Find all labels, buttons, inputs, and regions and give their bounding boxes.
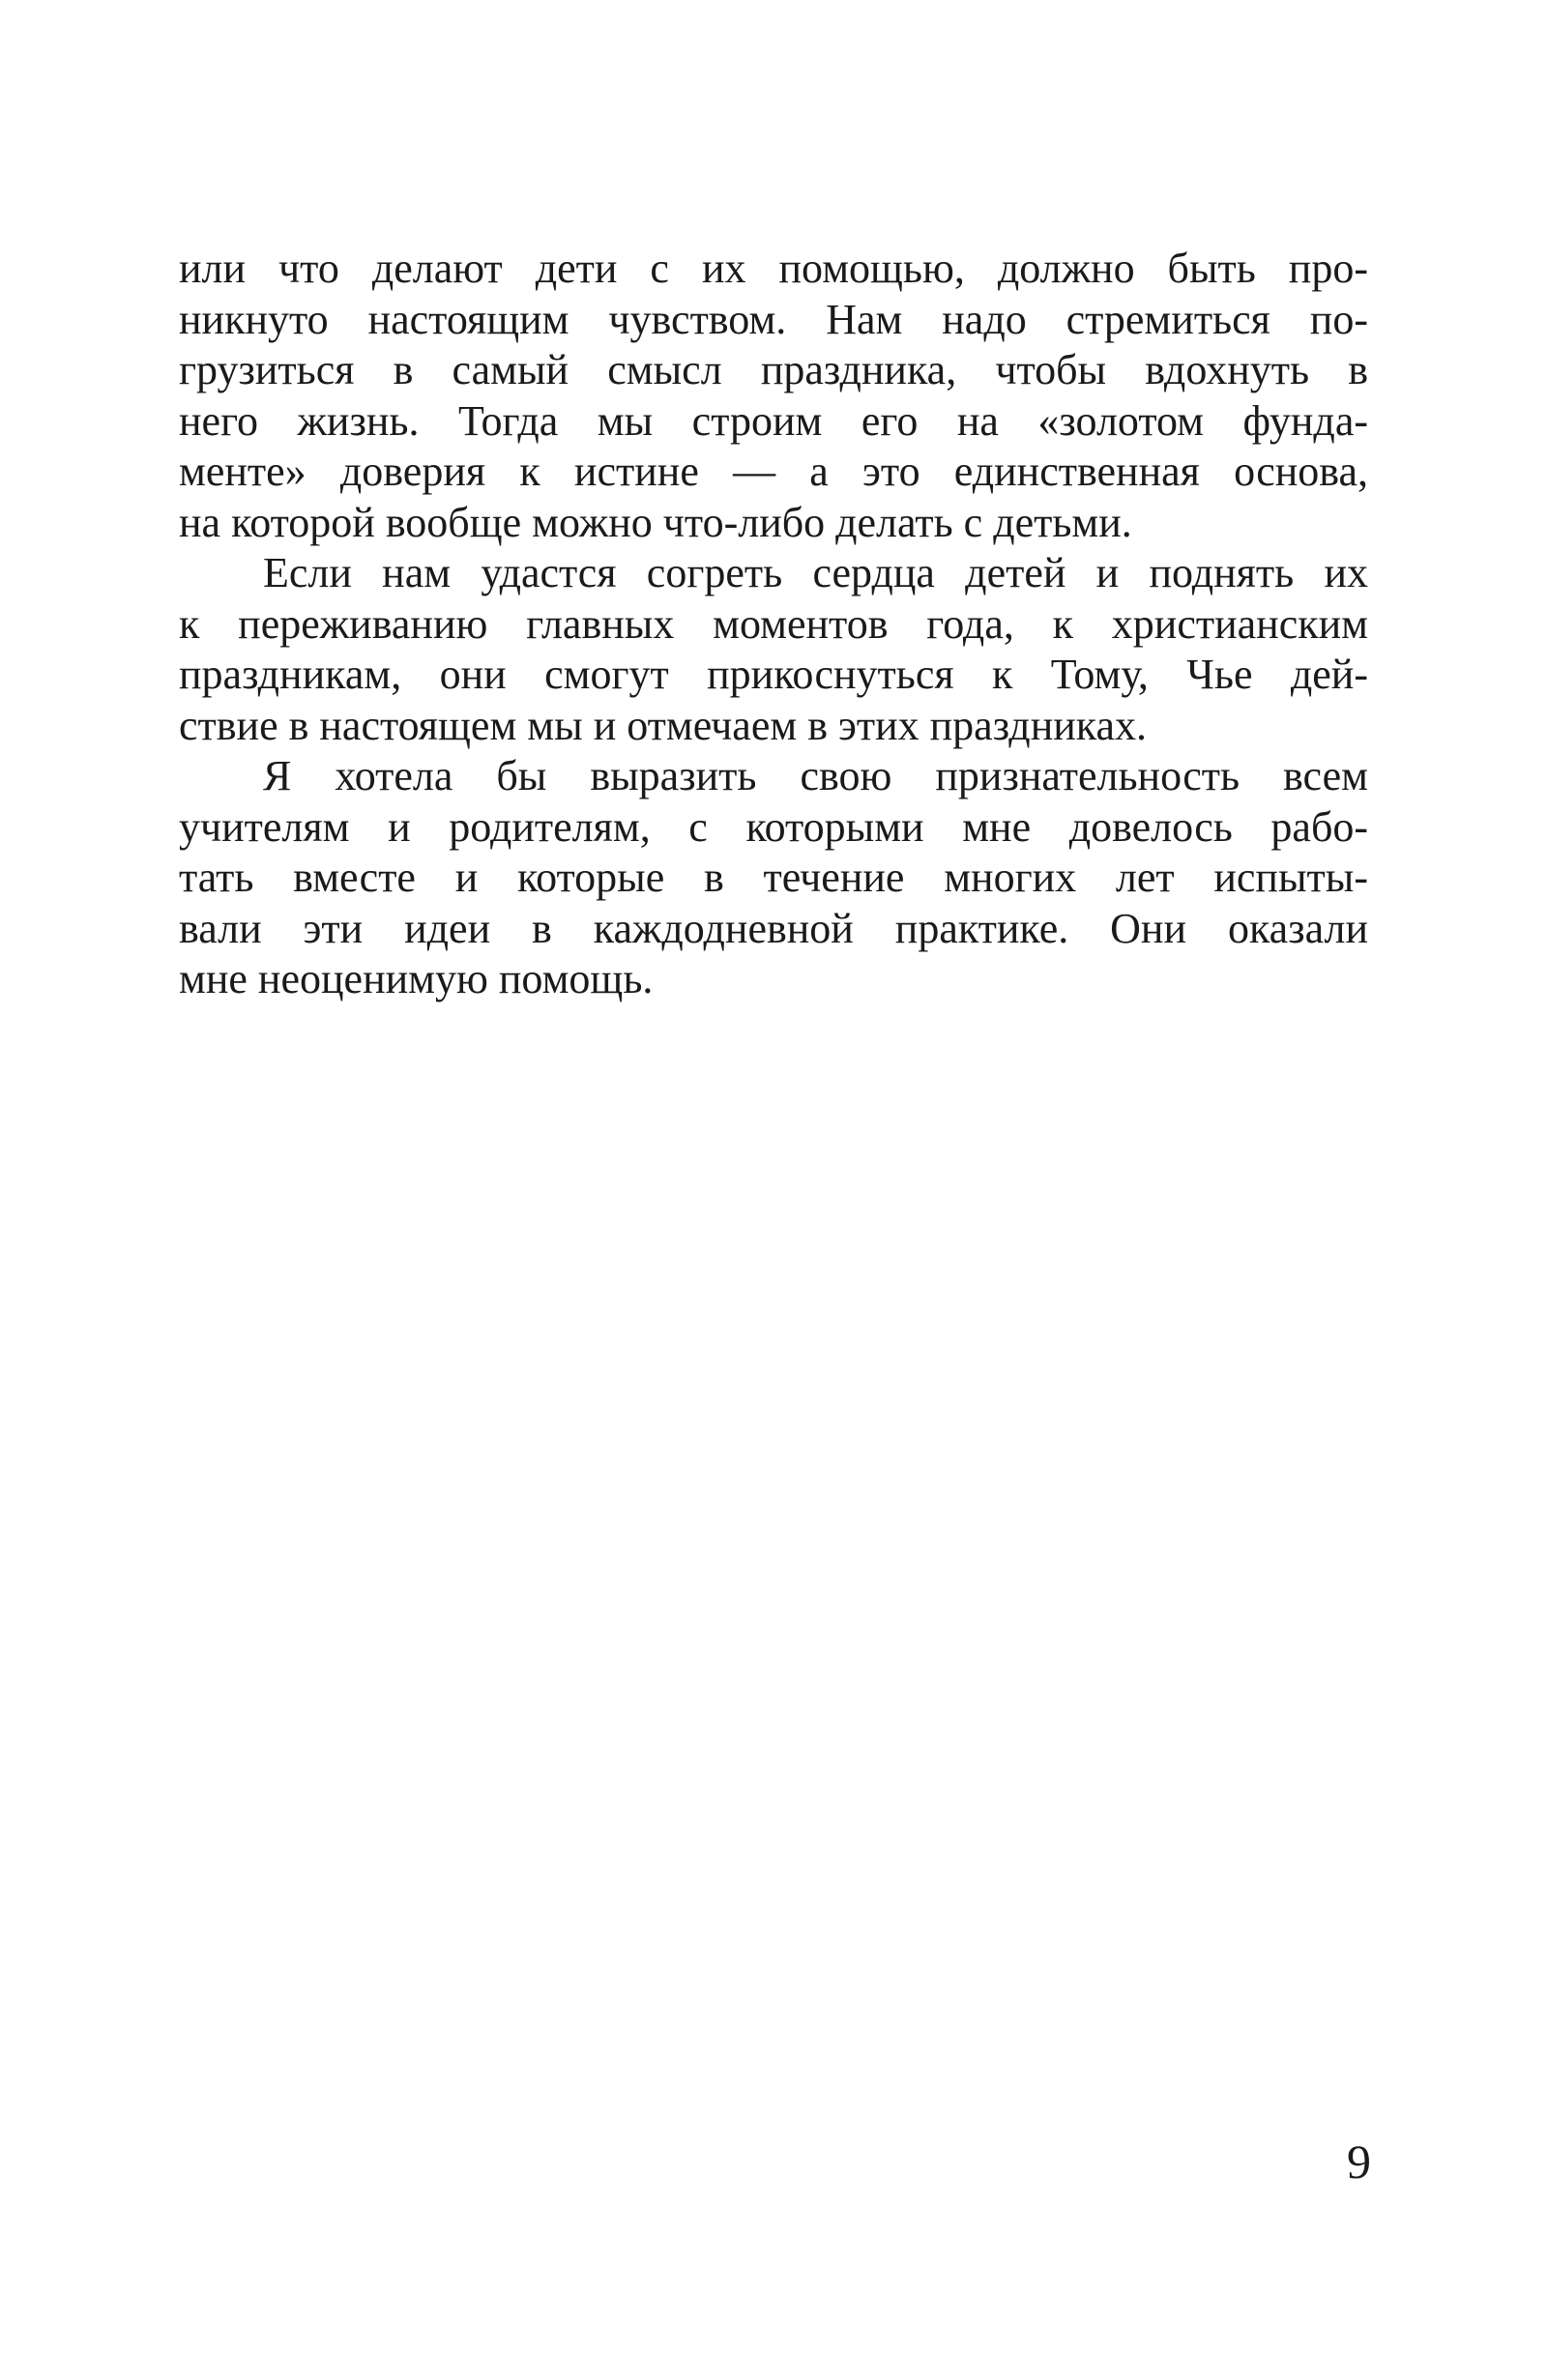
body-text <box>179 244 1368 1005</box>
paragraph-2 <box>179 548 1368 751</box>
text-line: него жизнь. Тогда мы строим его на «золотом фунда- <box>179 396 1368 445</box>
text-line: менте» доверия к истине — а это единственная основа, <box>179 448 1368 495</box>
paragraph-1 <box>179 244 1368 548</box>
text-line: Если нам удастся согреть сердца детей и поднять их <box>263 549 1368 596</box>
text-line: вали эти идеи в каждодневной практике. Они оказали <box>179 904 1368 952</box>
text-line: к переживанию главных моментов года, к христианским <box>179 599 1368 648</box>
text-line: грузиться в самый смысл праздника, чтобы вдохнуть в <box>179 346 1368 393</box>
text-line: или что делают дети с их помощью, должно быть про- <box>179 245 1368 292</box>
text-line: никнуто настоящим чувством. Нам надо стремиться по- <box>179 295 1368 343</box>
page-number: 9 <box>1347 2134 1371 2189</box>
text-line: ствие в настоящем мы и отмечаем в этих праздниках. <box>179 701 1148 749</box>
text-line: учителям и родителям, с которыми мне довелось рабо- <box>179 802 1368 851</box>
text-line: праздникам, они смогут прикоснуться к Тому, Чье дей- <box>179 651 1368 698</box>
paragraph-3 <box>179 751 1368 1005</box>
text-line: Я хотела бы выразить свою признательность всем <box>263 752 1368 799</box>
text-line: мне неоценимую помощь. <box>179 955 654 1002</box>
text-line: на которой вообще можно что-либо делать с детьми. <box>179 498 1132 546</box>
text-line: тать вместе и которые в течение многих лет испыты- <box>179 854 1368 901</box>
